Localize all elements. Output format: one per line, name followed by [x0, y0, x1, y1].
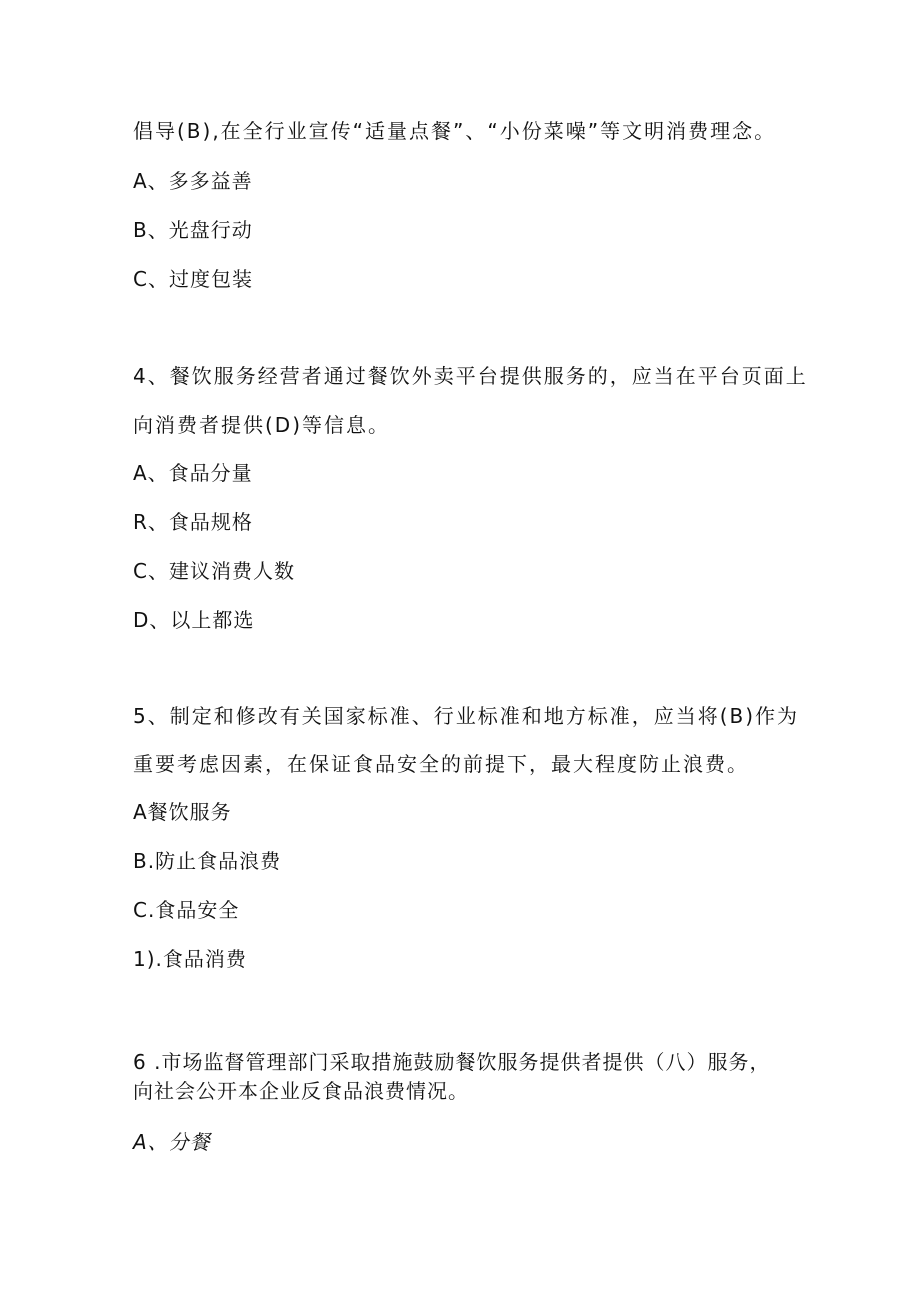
question-4-option-c: C、建议消费人数 — [133, 559, 295, 583]
question-5-stem-line-1: 5、制定和修改有关国家标准、行业标准和地方标准，应当将(B)作为 — [133, 704, 800, 728]
question-4-option-b: R、食品规格 — [133, 510, 253, 534]
question-4-option-a: A、食品分量 — [133, 461, 253, 485]
question-3-option-a: A、多多益善 — [133, 169, 253, 193]
question-3-stem-line-2: 倡导(B),在全行业宣传“适量点餐”、“小份菜噪”等文明消费理念。 — [133, 119, 777, 143]
question-3-option-b: B、光盘行动 — [133, 218, 253, 242]
question-6-stem-line-2: 向社会公开本企业反食品浪费情况。 — [133, 1079, 469, 1103]
question-5-option-b: B.防止食品浪费 — [133, 849, 282, 873]
question-5-option-a: A餐饮服务 — [133, 800, 232, 824]
question-3-option-c: C、过度包装 — [133, 267, 253, 291]
question-6-option-a: A、分餐 — [133, 1130, 211, 1154]
question-6-stem-line-1: 6 .市场监督管理部门采取措施鼓励餐饮服务提供者提供（八）服务， — [133, 1050, 771, 1074]
question-5-stem-line-2: 重要考虑因素，在保证食品安全的前提下，最大程度防止浪费。 — [133, 752, 749, 776]
question-5-option-d: 1).食品消费 — [133, 947, 247, 971]
question-4-stem-line-2: 向消费者提供(D)等信息。 — [133, 413, 391, 437]
question-5-option-c: C.食品安全 — [133, 898, 240, 922]
question-4-option-d: D、以上都选 — [133, 608, 255, 632]
question-4-stem-line-1: 4、餐饮服务经营者通过餐饮外卖平台提供服务的，应当在平台页面上 — [133, 364, 808, 388]
